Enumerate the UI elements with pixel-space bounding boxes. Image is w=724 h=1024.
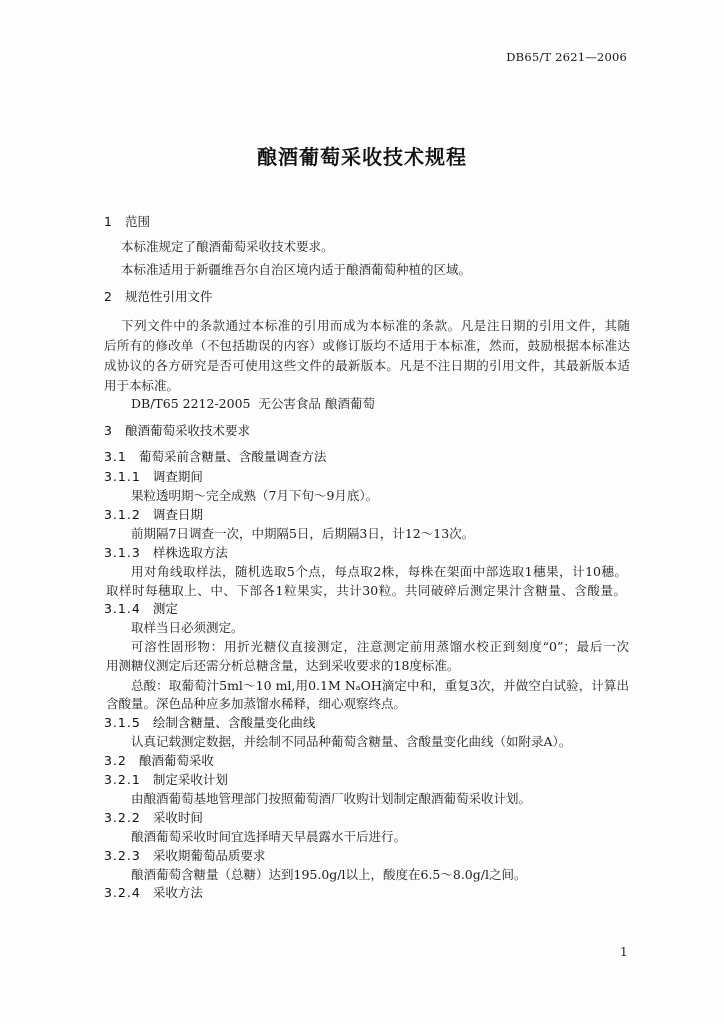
- section-number: 3.1.2: [104, 507, 141, 522]
- section-number: 3.1.5: [104, 715, 141, 730]
- section-title: 范围: [124, 214, 150, 229]
- subsection-heading-3-1: [104, 448, 326, 466]
- section-title: 测定: [152, 601, 178, 616]
- section-title: 调查日期: [152, 507, 203, 522]
- section-title: 葡萄采前含糖量、含酸量调查方法: [138, 449, 327, 464]
- subsection-heading-3-1-2: [104, 506, 203, 524]
- paragraph-line: 含酸量。深色品种应多加蒸馏水稀释，细心观察终点。: [106, 696, 407, 711]
- paragraph-line: 认真记载测定数据，并绘制不同品种葡萄含糖量、含酸量变化曲线（如附录A）。: [131, 734, 572, 749]
- paragraph-line: 下列文件中的条款通过本标准的引用而成为本标准的条款。凡是注日期的引用文件，其随: [121, 318, 630, 333]
- section-title: 绘制含糖量、含酸量变化曲线: [152, 715, 316, 730]
- subsection-heading-3-2-1: [104, 771, 228, 789]
- subsection-heading-3-2-2: [104, 809, 203, 827]
- section-title: 采收期葡萄品质要求: [152, 848, 266, 863]
- paragraph-line: 前期隔7日调查一次，中期隔5日，后期隔3日，计12～13次。: [131, 526, 475, 541]
- standard-code: DB65/T 2621—2006: [506, 50, 627, 64]
- paragraph-line: 酿酒葡萄含糖量（总糖）达到195.0g/l以上，酸度在6.5～8.0g/l之间。: [131, 867, 527, 882]
- paragraph-line: 果粒透明期～完全成熟（7月下旬～9月底）。: [131, 488, 379, 503]
- subsection-heading-3-1-4: [104, 600, 178, 618]
- section-number: 1: [104, 214, 113, 229]
- paragraph-line: 成协议的各方研究是否可使用这些文件的最新版本。凡是不注日期的引用文件，其最新版本适: [104, 358, 630, 373]
- paragraph-line: 本标准适用于新疆维吾尔自治区境内适于酿酒葡萄种植的区域。: [121, 262, 472, 277]
- section-heading-2: [104, 288, 212, 306]
- subsection-heading-3-1-1: [104, 468, 203, 486]
- paragraph-line: 后所有的修改单（不包括勘误的内容）或修订版均不适用于本标准，然而，鼓励根据本标准达: [104, 338, 630, 353]
- subsection-heading-3-1-3: [104, 544, 228, 562]
- section-number: 3.2.3: [104, 848, 141, 863]
- paragraph-line: 酿酒葡萄采收时间宜选择晴天早晨露水干后进行。: [131, 829, 407, 844]
- section-number: 2: [104, 289, 113, 304]
- section-number: 3.2.4: [104, 885, 141, 900]
- section-number: 3.2.2: [104, 810, 141, 825]
- paragraph-line: 总酸：取葡萄汁5ml～10 ml,用0.1M NₐOH滴定中和，重复3次，并做空白试验，计算出: [131, 678, 629, 693]
- subsection-heading-3-1-5: [104, 714, 315, 732]
- section-title: 样株选取方法: [152, 545, 228, 560]
- section-number: 3.2: [104, 753, 127, 768]
- paragraph-line: 本标准规定了酿酒葡萄采收技术要求。: [121, 239, 334, 254]
- paragraph-line: 取样时每穗取上、中、下部各1粒果实，共计30粒。共同破碎后测定果汁含糖量、含酸量。: [106, 583, 626, 598]
- section-number: 3.1.3: [104, 545, 141, 560]
- paragraph-line: 由酿酒葡萄基地管理部门按照葡萄酒厂收购计划制定酿酒葡萄采收计划。: [131, 791, 532, 806]
- section-title: 采收方法: [152, 885, 203, 900]
- subsection-heading-3-2-4: [104, 884, 203, 902]
- section-title: 采收时间: [152, 810, 203, 825]
- normative-reference: DB/T65 2212-2005 无公害食品 酿酒葡萄: [131, 396, 375, 411]
- section-title: 规范性引用文件: [124, 289, 213, 304]
- section-heading-3: [104, 422, 250, 440]
- subsection-heading-3-2-3: [104, 847, 265, 865]
- section-heading-1: [104, 213, 150, 231]
- subsection-heading-3-2: [104, 752, 214, 770]
- section-number: 3.1: [104, 449, 127, 464]
- section-title: 酿酒葡萄采收: [138, 753, 214, 768]
- section-title: 制定采收计划: [152, 772, 228, 787]
- section-number: 3: [104, 423, 113, 438]
- section-title: 调查期间: [152, 469, 203, 484]
- page-number: 1: [620, 945, 628, 959]
- section-title: 酿酒葡萄采收技术要求: [124, 423, 250, 438]
- section-number: 3.1.4: [104, 601, 141, 616]
- paragraph-line: 取样当日必须测定。: [131, 620, 244, 635]
- paragraph-line: 用对角线取样法，随机选取5个点，每点取2株，每株在架面中部选取1穗果，计10穗。: [131, 564, 627, 579]
- section-number: 3.2.1: [104, 772, 141, 787]
- paragraph-line: 用测糖仪测定后还需分析总糖含量，达到采收要求的18度标准。: [106, 658, 460, 673]
- paragraph-line: 用于本标准。: [104, 378, 180, 393]
- document-title: 酿酒葡萄采收技术规程: [257, 145, 467, 169]
- paragraph-line: 可溶性固形物：用折光糖仪直接测定，注意测定前用蒸馏水校正到刻度“0”；最后一次: [131, 639, 629, 654]
- section-number: 3.1.1: [104, 469, 141, 484]
